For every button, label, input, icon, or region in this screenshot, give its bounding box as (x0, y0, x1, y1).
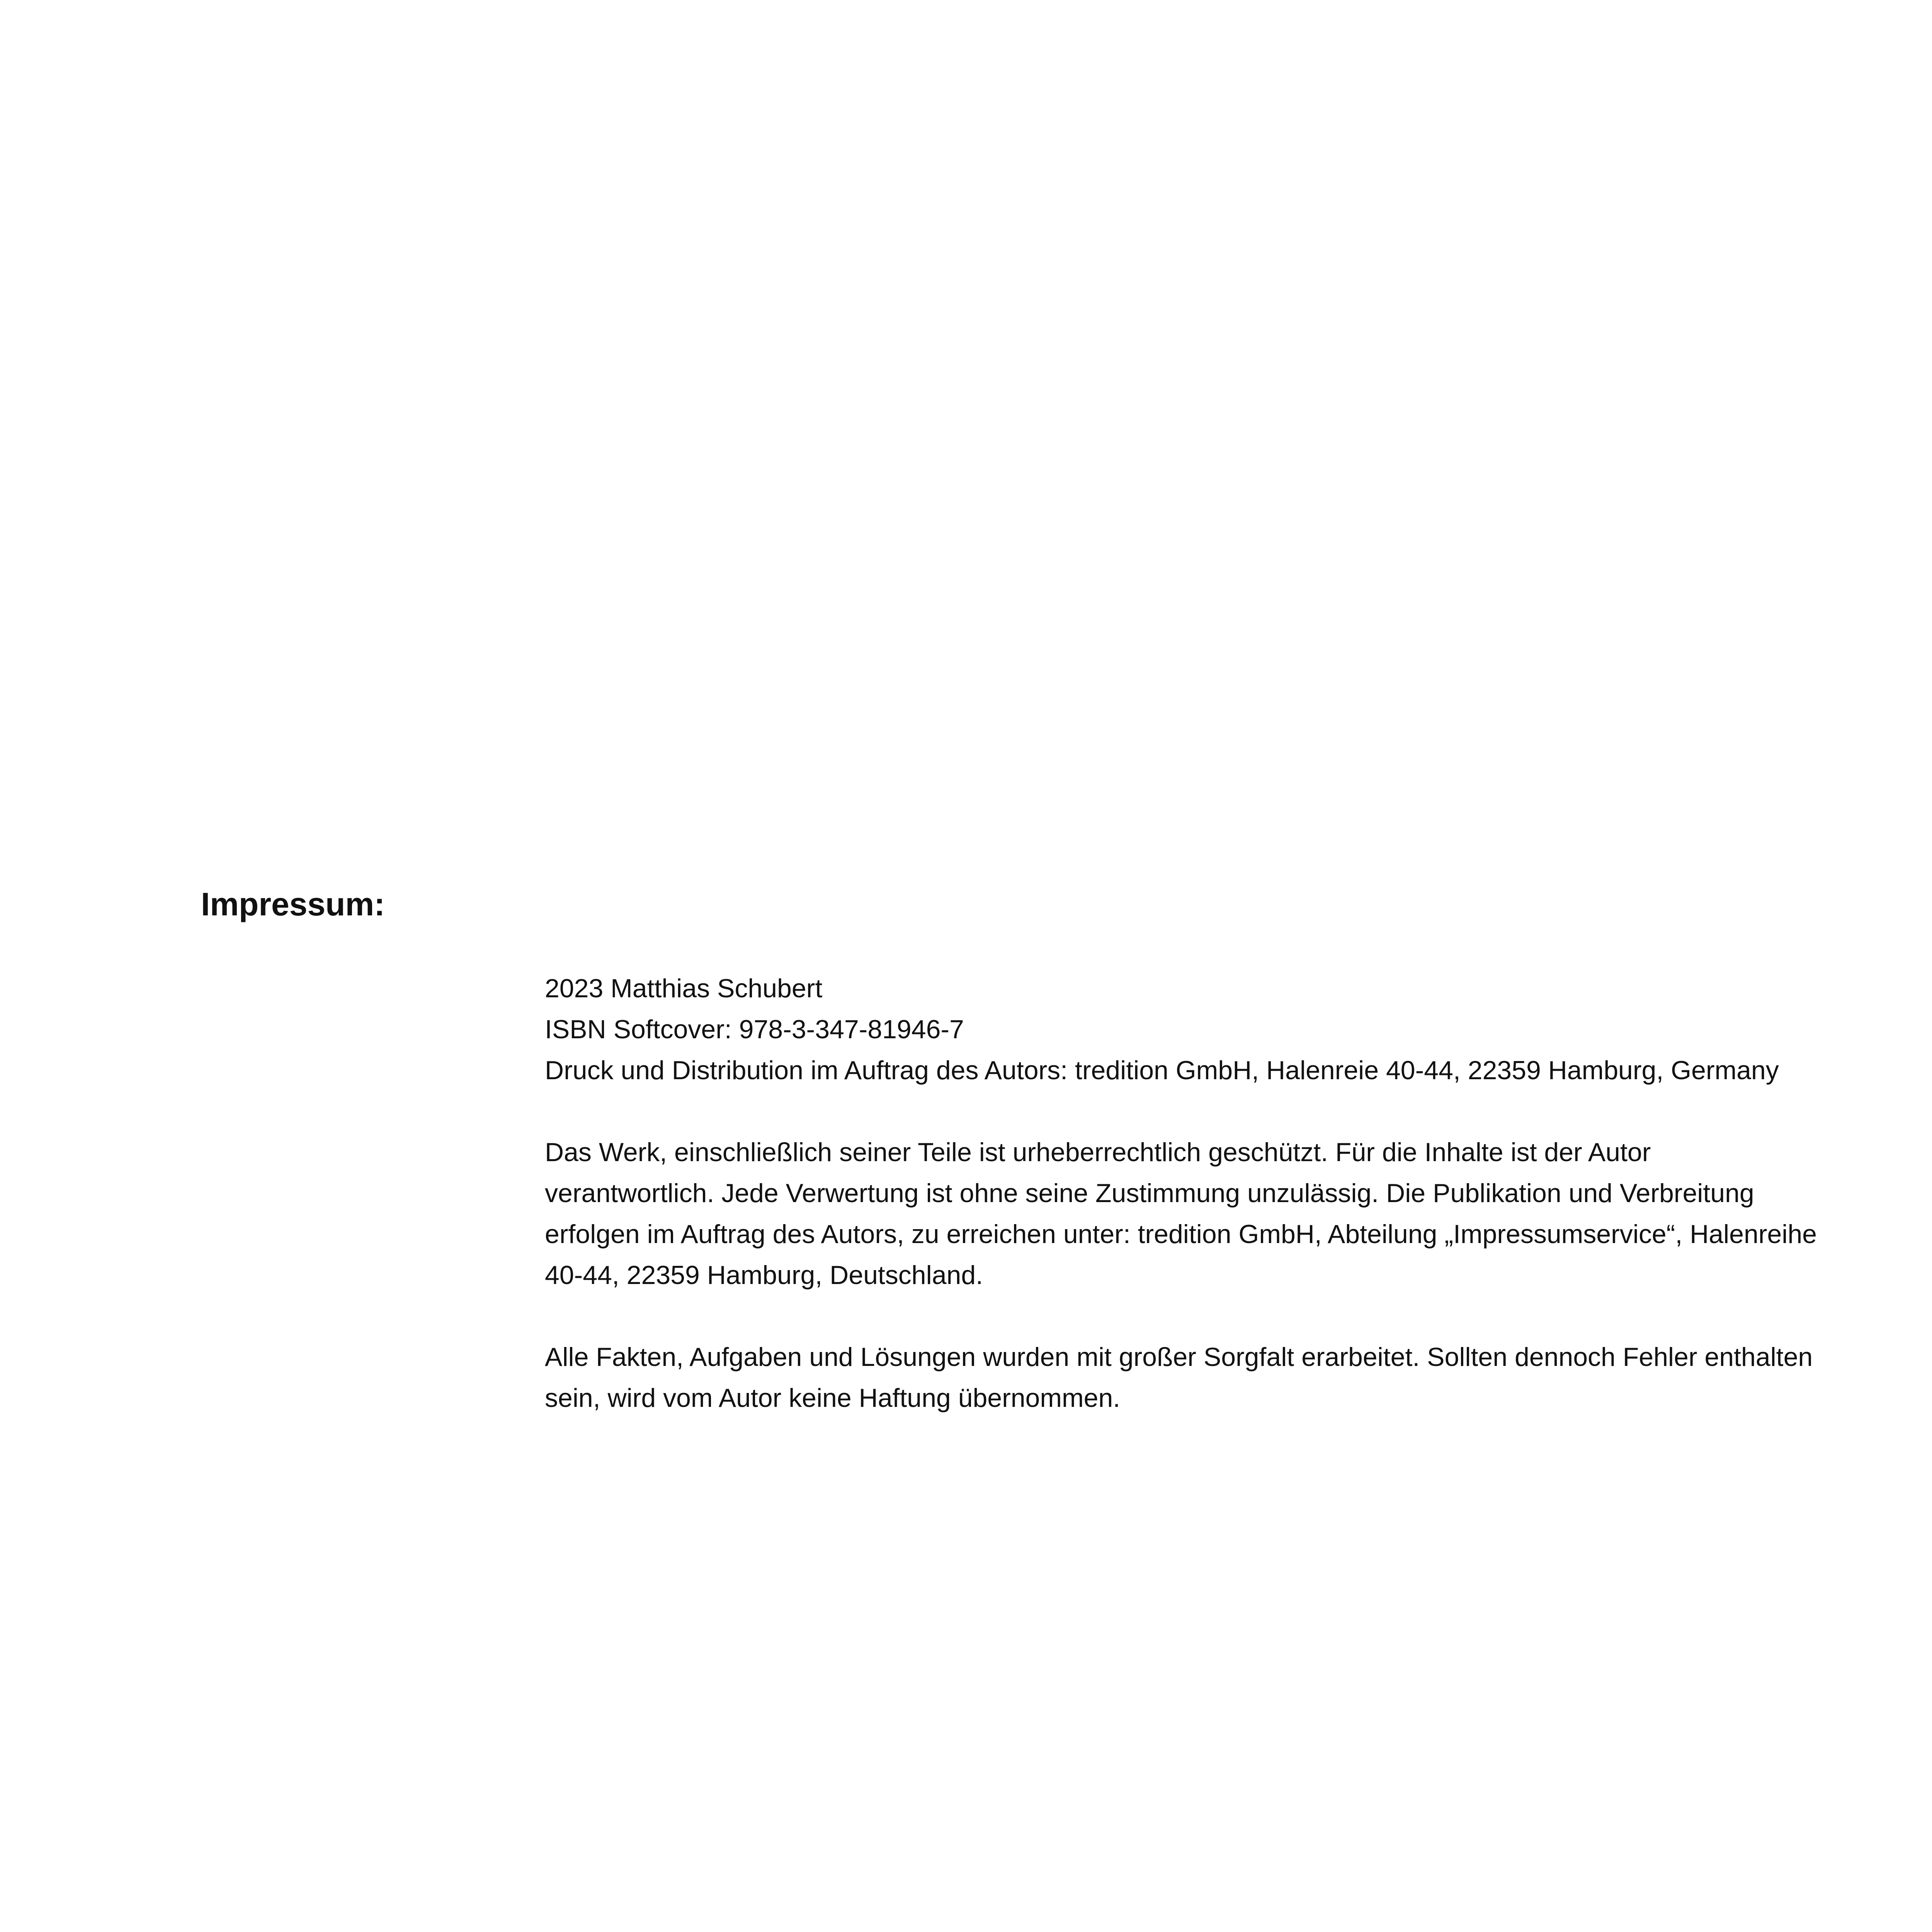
copyright-line: 2023 Matthias Schubert (545, 974, 823, 1003)
page-title: Impressum: (201, 886, 385, 922)
print-distribution-line: Druck und Distribution im Auftrag des Autors: tredition GmbH, Halenreie 40-44, 22359 Hamburg, Germany (545, 1056, 1779, 1085)
isbn-line: ISBN Softcover: 978-3-347-81946-7 (545, 1015, 964, 1044)
impressum-content (545, 968, 1820, 1418)
liability-paragraph: Alle Fakten, Aufgaben und Lösungen wurden mit großer Sorgfalt erarbeitet. Sollten dennoch Fehler enthalten sein, wird vom Autor keine Haftung übernommen. (545, 1342, 1813, 1413)
paragraph-spacer (545, 1091, 1820, 1132)
paragraph-spacer (545, 1296, 1820, 1337)
copyright-paragraph: Das Werk, einschließlich seiner Teile ist urheberrechtlich geschützt. Für die Inhalte ist der Autor verantwortlich. Jede Verwertung ist ohne seine Zustimmung unzulässig. Die Publikation und Verbreitung erfolgen im Auftrag des Autors, zu erreichen unter: tredition GmbH, Abteilung „Impressumservice“, Halenreihe 40-44, 22359 Hamburg, Deutschland. (545, 1138, 1817, 1290)
